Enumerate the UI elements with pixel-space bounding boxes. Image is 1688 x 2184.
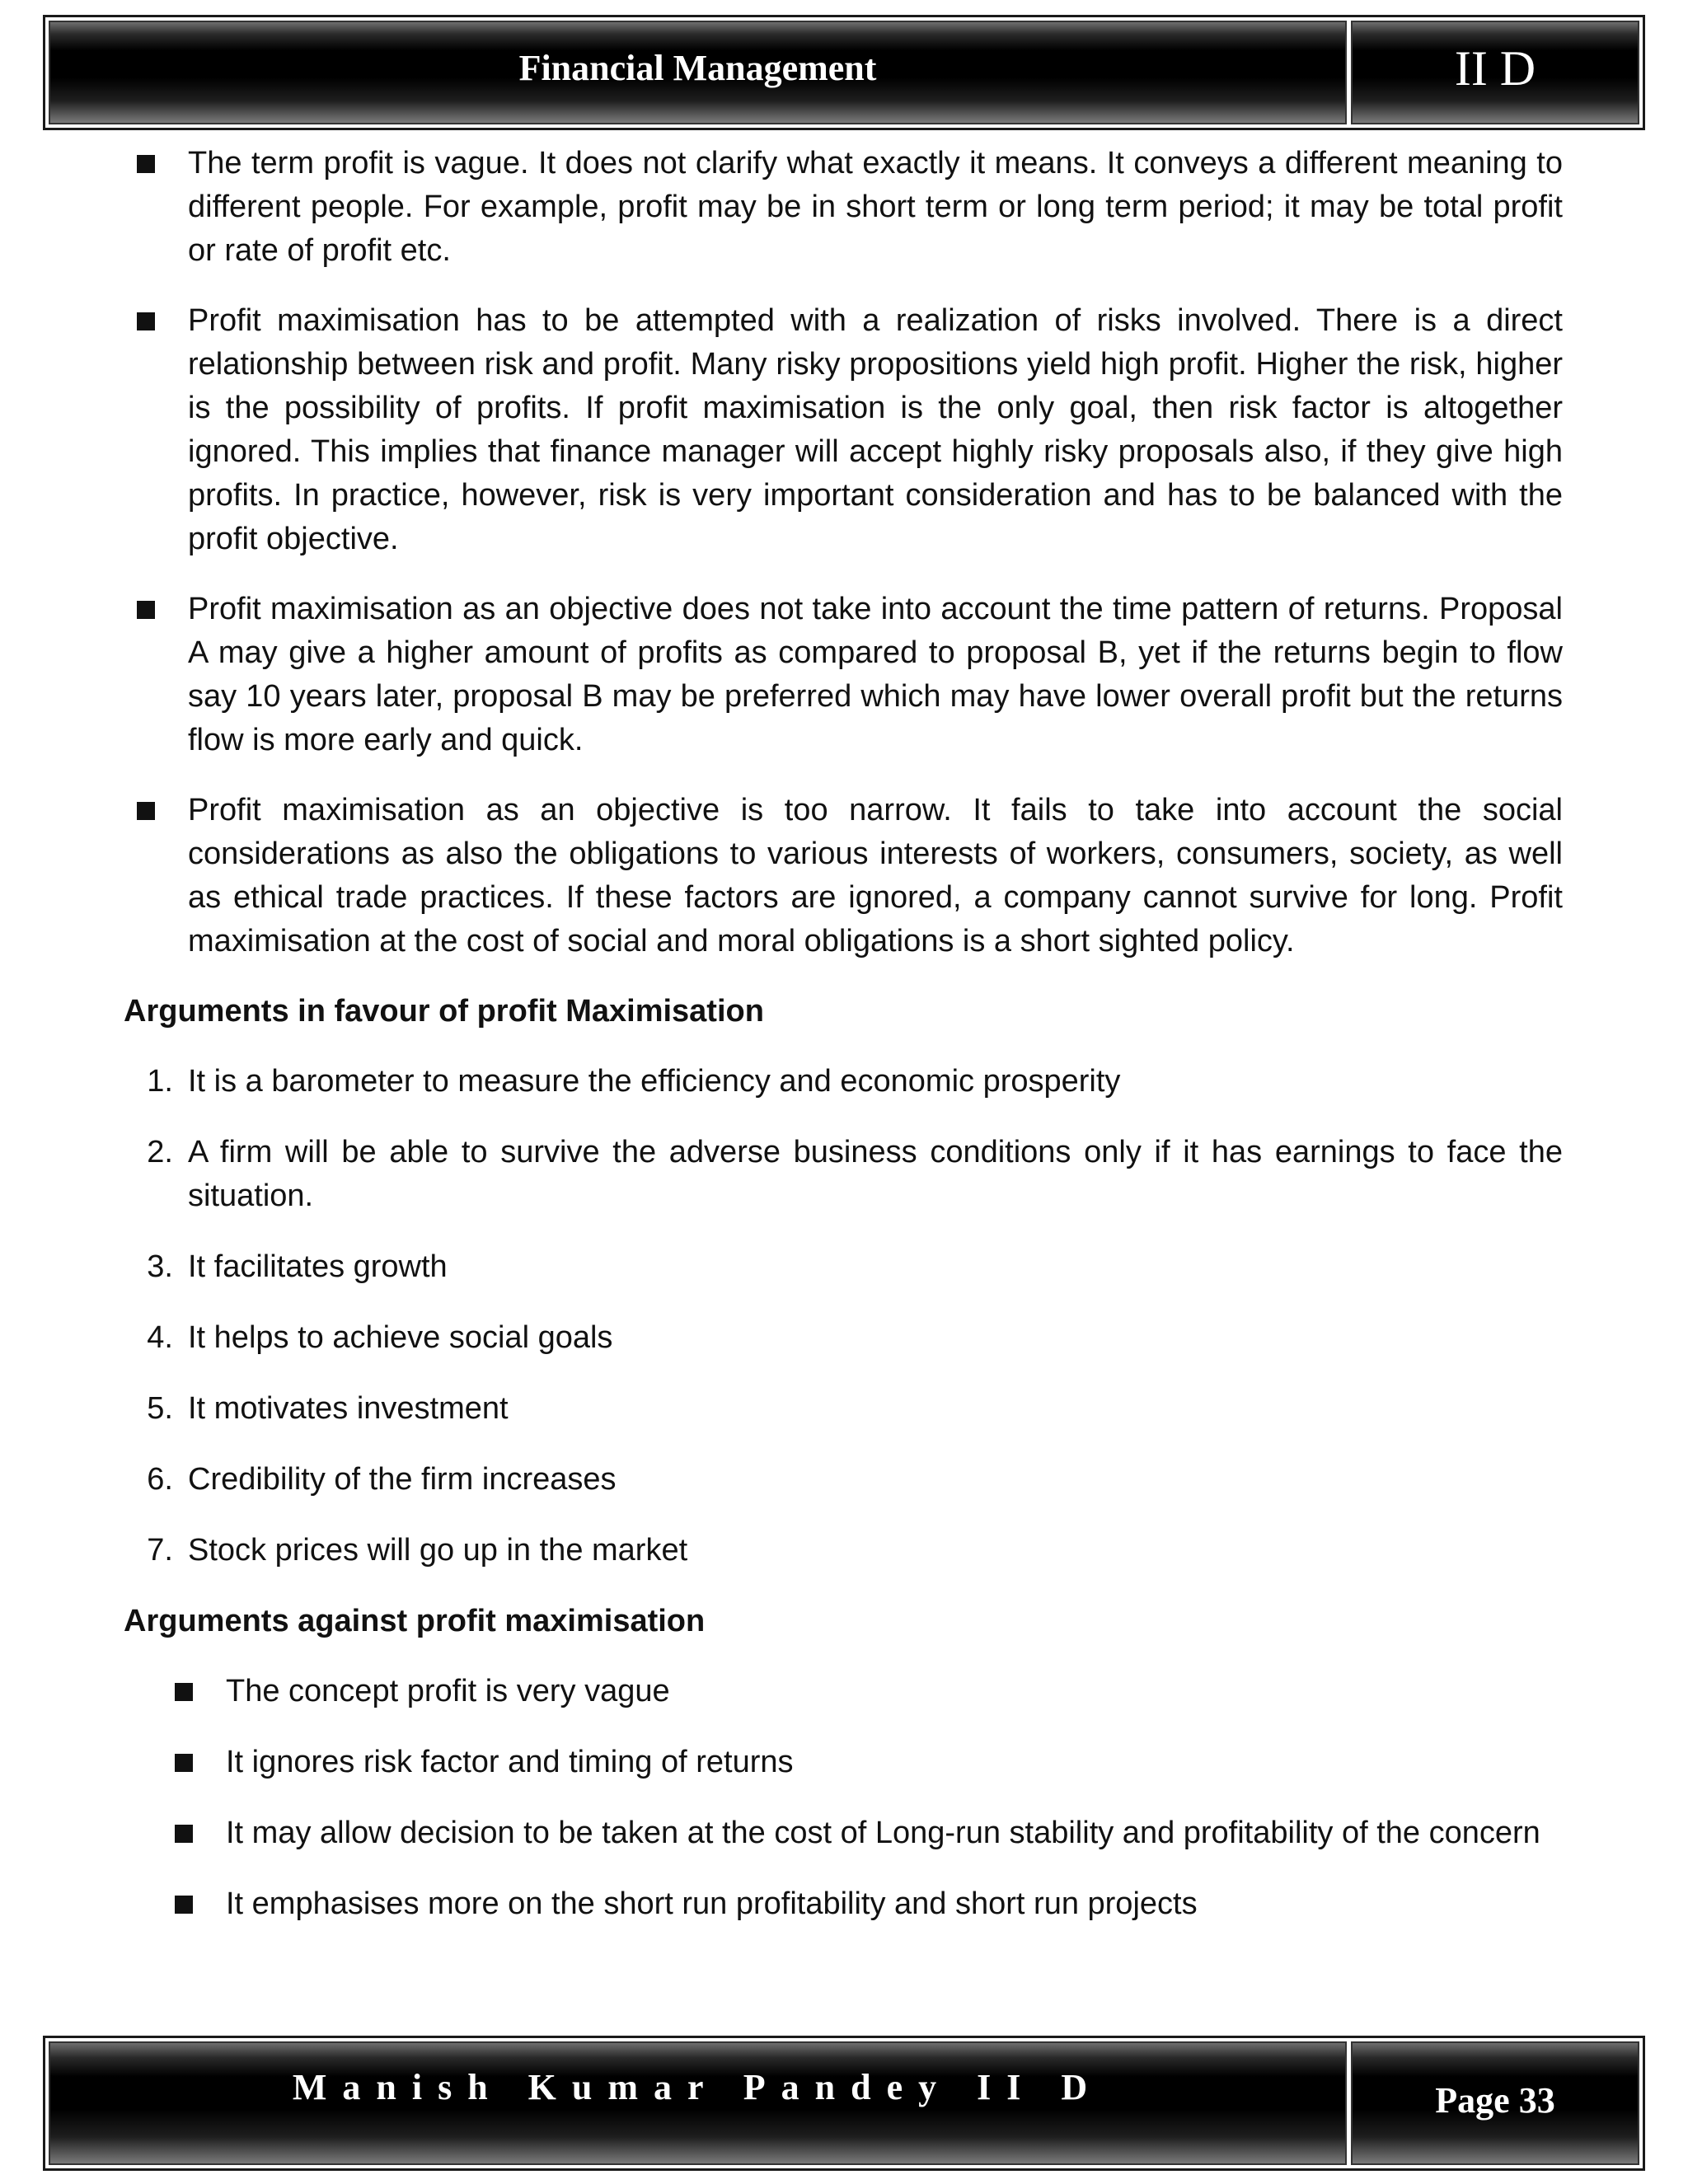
item-number: 7. <box>147 1533 173 1568</box>
header-code: II D <box>1454 41 1536 96</box>
item-number: 5. <box>147 1391 173 1426</box>
numbered-item <box>124 1529 1563 1572</box>
footer-page-box <box>1351 2041 1639 2165</box>
square-bullet-icon <box>162 1670 226 1701</box>
numbered-item <box>124 1245 1563 1289</box>
bullet-item <box>124 789 1563 963</box>
item-number: 4. <box>147 1320 173 1355</box>
page-header <box>43 15 1645 130</box>
bullet-text: It emphasises more on the short run profitability and short run projects <box>226 1886 1198 1921</box>
numbered-item <box>124 1316 1563 1360</box>
numbered-item <box>124 1458 1563 1502</box>
bullet-item <box>124 142 1563 273</box>
page-footer <box>43 2036 1645 2171</box>
square-bullet-icon <box>124 789 188 820</box>
header-title-box <box>49 21 1347 124</box>
numbered-item <box>124 1131 1563 1218</box>
square-bullet-icon <box>124 588 188 619</box>
bullet-text: Profit maximisation as an objective does not take into account the time pattern of returns. Proposal A may give a higher amount of profits as compared to proposal B, yet if the returns begin to flow say 10 years later, proposal B may be preferred which may have lower overall profit but the returns flow is more early and quick. <box>188 592 1563 757</box>
bullet-text: Profit maximisation as an objective is too narrow. It fails to take into account the social considerations as also the obligations to various interests of workers, consumers, society, as well as ethical trade practices. If these factors are ignored, a company cannot survive for long. Profit maximisation at the cost of social and moral obligations is a short sighted policy. <box>188 793 1563 958</box>
square-bullet-icon <box>162 1882 226 1914</box>
against-list <box>162 1670 1563 1926</box>
bullet-item <box>162 1741 1563 1784</box>
square-bullet-icon <box>124 299 188 330</box>
page-body <box>124 142 1563 1953</box>
item-text: Credibility of the firm increases <box>188 1462 617 1497</box>
bullet-text: Profit maximisation has to be attempted with a realization of risks involved. There is a direct relationship between risk and profit. Many risky propositions yield high profit. Higher the risk, higher is the possibility of profits. If profit maximisation is the only goal, then risk factor is altogether ignored. This implies that finance manager will accept highly risky proposals also, if they give high profits. In practice, however, risk is very important consideration and has to be balanced with the profit objective. <box>188 303 1563 556</box>
item-number: 2. <box>147 1135 173 1169</box>
footer-author: Manish Kumar Pandey II D <box>292 2067 1104 2107</box>
item-number: 3. <box>147 1249 173 1284</box>
square-bullet-icon <box>162 1811 226 1843</box>
numbered-item <box>124 1060 1563 1104</box>
item-text: It facilitates growth <box>188 1249 448 1284</box>
bullet-item <box>162 1882 1563 1926</box>
bullet-item <box>124 299 1563 561</box>
footer-author-box <box>49 2041 1347 2165</box>
item-number: 1. <box>147 1064 173 1099</box>
page-number: Page 33 <box>1435 2080 1555 2121</box>
header-title: Financial Management <box>518 48 877 88</box>
item-number: 6. <box>147 1462 173 1497</box>
bullet-item <box>162 1811 1563 1855</box>
bullet-text: The term profit is vague. It does not clarify what exactly it means. It conveys a different meaning to different people. For example, profit may be in short term or long term period; it may be total profit or rate of profit etc. <box>188 146 1563 268</box>
item-text: It motivates investment <box>188 1391 509 1426</box>
against-heading: Arguments against profit maximisation <box>124 1604 706 1638</box>
item-text: It is a barometer to measure the efficiency and economic prosperity <box>188 1064 1121 1099</box>
bullet-item <box>124 588 1563 762</box>
bullet-text: It may allow decision to be taken at the cost of Long-run stability and profitability of the concern <box>226 1816 1540 1850</box>
item-text: A firm will be able to survive the adverse business conditions only if it has earnings to face the situation. <box>188 1135 1563 1213</box>
bullet-text: It ignores risk factor and timing of returns <box>226 1745 794 1779</box>
numbered-item <box>124 1387 1563 1431</box>
bullet-text: The concept profit is very vague <box>226 1674 670 1708</box>
header-code-box <box>1351 21 1639 124</box>
square-bullet-icon <box>124 142 188 173</box>
bullet-item <box>162 1670 1563 1713</box>
square-bullet-icon <box>162 1741 226 1772</box>
item-text: It helps to achieve social goals <box>188 1320 613 1355</box>
favour-heading: Arguments in favour of profit Maximisation <box>124 994 764 1029</box>
item-text: Stock prices will go up in the market <box>188 1533 688 1568</box>
